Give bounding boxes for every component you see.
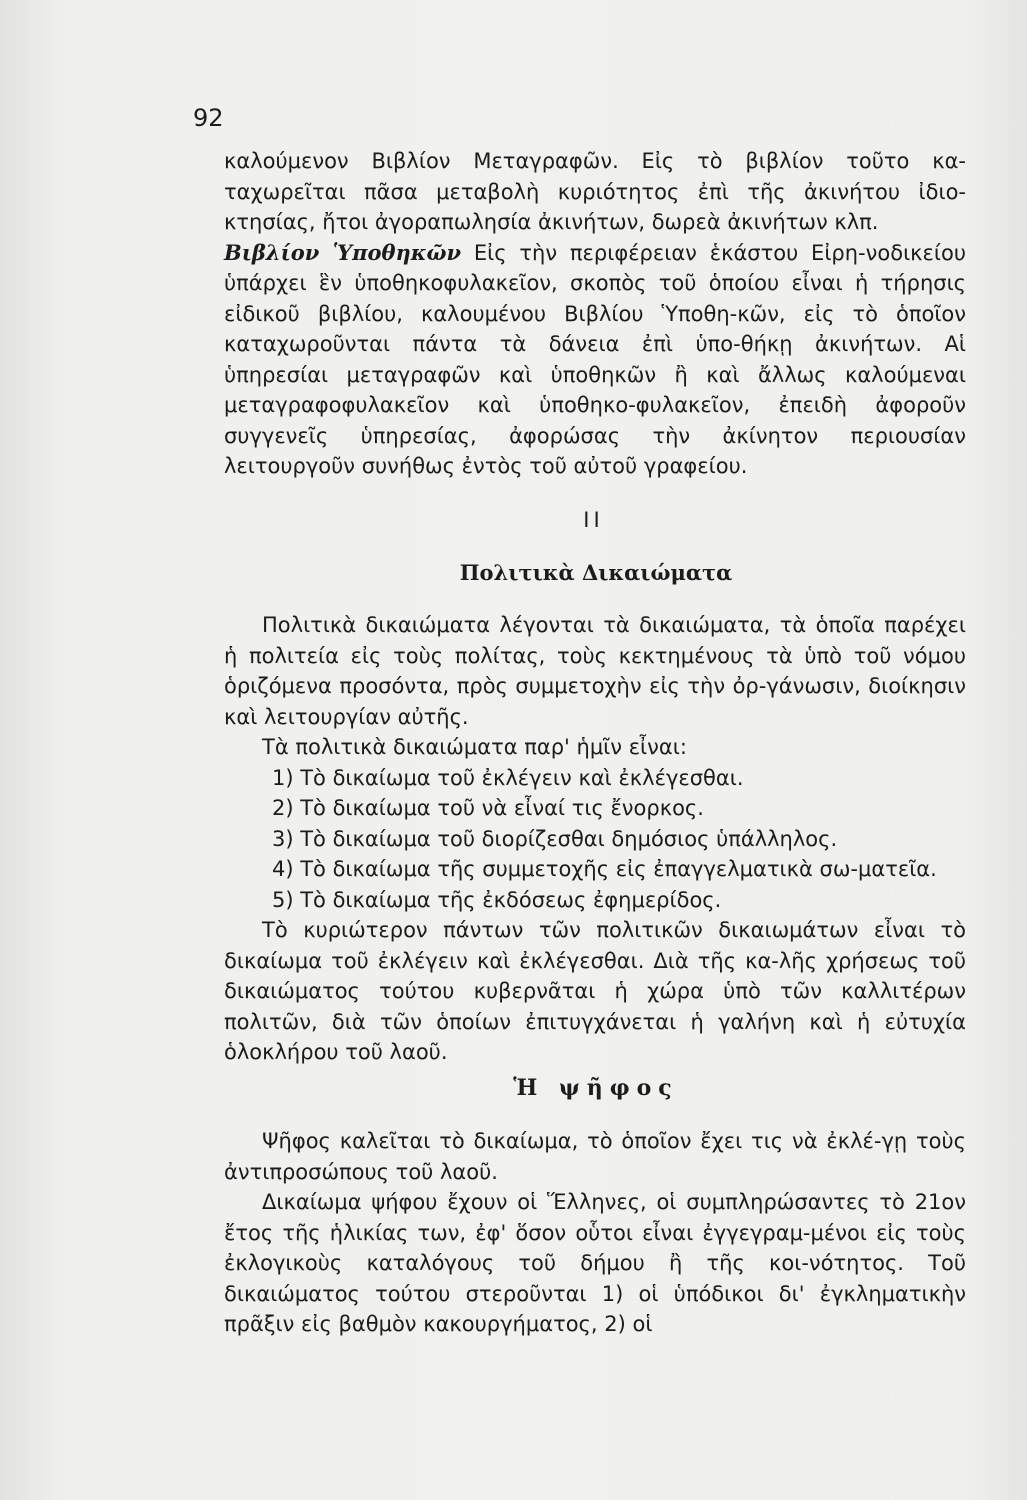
paragraph-psifos-definition: Ψῆφος καλεῖται τὸ δικαίωμα, τὸ ὁποῖον ἔχει τις νὰ ἐκλέ-γῃ τοὺς ἀντιπροσώπους τοῦ λαοῦ. xyxy=(224,1129,966,1184)
list-item: 3) Τὸ δικαίωμα τοῦ διορίζεσθαι δημόσιος ὑπάλληλος. xyxy=(272,826,838,851)
text-block-intro xyxy=(224,146,966,482)
paragraph-ypothikon-text: Εἰς τὴν περιφέρειαν ἑκάστου Εἰρη-νοδικείου ὑπάρχει ἓν ὑποθηκοφυλακεῖον, σκοπὸς τοῦ ὁποίου εἶναι ἡ τήρησις εἰδικοῦ βιβλίου, καλουμένου Βιβλίου Ὑποθη-κῶν, εἰς τὸ ὁποῖον καταχωροῦνται πάντα τὰ δάνεια ἐπὶ ὑπο-θήκῃ ἀκινήτων. Αἱ ὑπηρεσίαι μεταγραφῶν καὶ ὑποθηκῶν ἢ καὶ ἄλλως καλούμεναι μεταγραφοφυλακεῖον καὶ ὑποθηκο-φυλακεῖον, ἐπειδὴ ἀφοροῦν συγγενεῖς ὑπηρεσίας, ἀφορώσας τὴν ἀκίνητον περιουσίαν λειτουργοῦν συνήθως ἐντὸς τοῦ αὐτοῦ γραφείου. xyxy=(224,240,967,478)
paragraph-psifos-rights: Δικαίωμα ψήφου ἔχουν οἱ Ἕλληνες, οἱ συμπληρώσαντες τὸ 21ον ἔτος τῆς ἡλικίας των, ἐφ' ὅσον οὗτοι εἶναι ἐγγεγραμ-μένοι εἰς τοὺς ἐκλογικοὺς καταλόγους τοῦ δήμου ἢ τῆς κοι-νότητος. Τοῦ δικαιώματος τούτου στεροῦνται 1) οἱ ὑπόδικοι δι' ἐγκληματικὴν πρᾶξιν εἰς βαθμὸν κακουργήματος, 2) οἱ xyxy=(224,1190,966,1336)
list-item: 1) Τὸ δικαίωμα τοῦ ἐκλέγειν καὶ ἐκλέγεσθαι. xyxy=(272,765,744,790)
term-vivlion-ypothikon: Βιβλίον Ὑποθηκῶν xyxy=(224,239,462,265)
page-number: 92 xyxy=(193,104,224,132)
list-item: 5) Τὸ δικαίωμα τῆς ἐκδόσεως ἐφημερίδος. xyxy=(272,887,722,912)
paragraph-list-intro: Τὰ πολιτικὰ δικαιώματα παρ' ἡμῖν εἶναι: xyxy=(262,735,687,759)
paragraph-definition: Πολιτικὰ δικαιώματα λέγονται τὰ δικαιώματα, τὰ ὁποῖα παρέχει ἡ πολιτεία εἰς τοὺς πολίτας, τοὺς κεκτημένους τὰ ὑπὸ τοῦ νόμου ὁριζόμενα προσόντα, πρὸς συμμετοχὴν εἰς τὴν ὀρ-γάνωσιν, διοίκησιν καὶ λειτουργίαν αὐτῆς. xyxy=(224,613,966,729)
text-block-psifos xyxy=(224,1126,966,1340)
paragraph-metagrafon: καλούμενον Βιβλίον Μεταγραφῶν. Εἰς τὸ βιβλίον τοῦτο κα-ταχωρεῖται πᾶσα μεταβολὴ κυριότητος ἐπὶ τῆς ἀκινήτου ἰδιο-κτησίας, ἤτοι ἀγοραπωλησία ἀκινήτων, δωρεὰ ἀκινήτων κλπ. xyxy=(224,149,966,234)
list-item: 2) Τὸ δικαίωμα τοῦ νὰ εἶναί τις ἔνορκος. xyxy=(272,796,704,820)
paragraph-kyrioteron: Τὸ κυριώτερον πάντων τῶν πολιτικῶν δικαιωμάτων εἶναι τὸ δικαίωμα τοῦ ἐκλέγειν καὶ ἐκλέγεσθαι. Διὰ τῆς κα-λῆς χρήσεως τοῦ δικαιώματος τούτου κυβερνᾶται ἡ χώρα ὑπὸ τῶν καλλιτέρων πολιτῶν, διὰ τῶν ὁποίων ἐπιτυγχάνεται ἡ γαλήνη καὶ ἡ εὐτυχία ὁλοκλήρου τοῦ λαοῦ. xyxy=(224,918,966,1064)
section-title: Πολιτικὰ Δικαιώματα xyxy=(459,560,733,585)
subsection-title: Ἡ ψῆφος xyxy=(513,1075,679,1101)
section-number: II xyxy=(583,508,604,532)
text-block-politika xyxy=(224,610,966,1068)
paragraph-ypothikon xyxy=(224,238,966,482)
list-item: 4) Τὸ δικαίωμα τῆς συμμετοχῆς εἰς ἐπαγγελματικὰ σω-ματεῖα. xyxy=(272,857,937,881)
